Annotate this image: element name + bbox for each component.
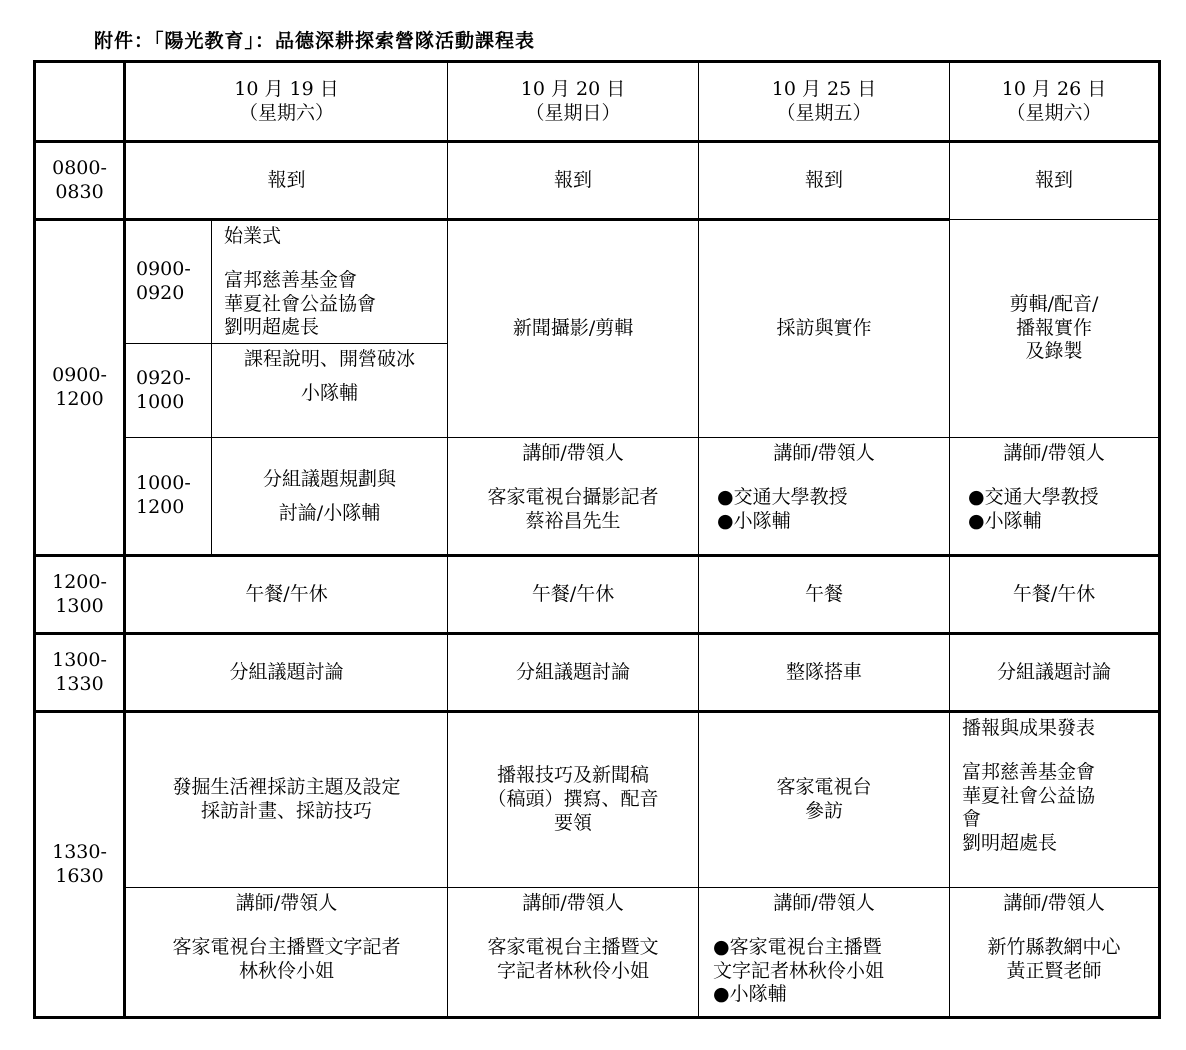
lunch-day-1: 午餐/午休 xyxy=(125,556,448,634)
intro-cell xyxy=(212,344,448,438)
sub-time-cell xyxy=(125,220,212,344)
lead-line: 客家電視台主播暨文 xyxy=(487,935,659,958)
topic-line: 及錄製 xyxy=(1025,340,1083,363)
lead-label: 講師/帶領人 xyxy=(773,442,875,464)
lunch-row xyxy=(35,556,1160,634)
lunch-day-2: 午餐/午休 xyxy=(448,556,699,634)
afternoon-row-2 xyxy=(35,888,1160,1018)
time-start: 0900- xyxy=(52,363,107,386)
time-cell xyxy=(35,556,125,634)
time-end: 1300 xyxy=(55,594,104,617)
intro-lead: 小隊輔 xyxy=(301,381,359,404)
lead-label: 講師/帶領人 xyxy=(1003,892,1105,914)
sub-time-cell xyxy=(125,438,212,556)
afternoon-topic-day-2 xyxy=(448,712,699,888)
checkin-day-1: 報到 xyxy=(125,142,448,220)
topic-line: 客家電視台 xyxy=(776,776,872,799)
topic-line: 採訪計畫、採訪技巧 xyxy=(201,800,373,822)
opening-org: 華夏社會公益協會 xyxy=(224,292,377,315)
header-weekday: （星期日） xyxy=(525,101,621,124)
afternoon-topic-day-4 xyxy=(950,712,1160,888)
header-date: 10 月 26 日 xyxy=(1001,77,1107,100)
group-line: 討論/小隊輔 xyxy=(278,502,381,524)
lead-line: 黃正賢老師 xyxy=(1006,959,1102,982)
lead-line: 林秋伶小姐 xyxy=(239,959,335,982)
time-end: 1330 xyxy=(55,672,104,695)
sub-time-end: 1000 xyxy=(136,390,185,413)
early-pm-day-2: 分組議題討論 xyxy=(448,634,699,712)
sub-time-cell xyxy=(125,344,212,438)
time-cell xyxy=(35,712,125,1018)
afternoon-lead-day-2 xyxy=(448,888,699,1018)
time-cell xyxy=(35,220,125,556)
lead-line: 客家電視台攝影記者 xyxy=(487,485,659,508)
early-pm-day-3: 整隊搭車 xyxy=(699,634,950,712)
header-weekday: （星期五） xyxy=(776,101,872,124)
header-day-1 xyxy=(125,62,448,142)
time-start: 1330- xyxy=(52,840,107,863)
lead-line: ●小隊輔 xyxy=(713,983,787,1006)
topic-line: 播報實作 xyxy=(1016,316,1093,339)
early-afternoon-row xyxy=(35,634,1160,712)
lunch-day-3: 午餐 xyxy=(699,556,950,634)
org-line: 華夏社會公益協 xyxy=(962,784,1096,807)
early-pm-day-4: 分組議題討論 xyxy=(950,634,1160,712)
afternoon-lead-day-4 xyxy=(950,888,1160,1018)
opening-org: 富邦慈善基金會 xyxy=(224,268,358,291)
topic-line: 發掘生活裡採訪主題及設定 xyxy=(172,776,401,799)
lead-line: ●小隊輔 xyxy=(717,509,791,532)
afternoon-lead-day-1 xyxy=(125,888,448,1018)
checkin-day-4: 報到 xyxy=(950,142,1160,220)
topic-line: 播報與成果發表 xyxy=(962,717,1096,739)
morning-topic-day-3: 採訪與實作 xyxy=(699,220,950,438)
lead-line: ●交通大學教授 xyxy=(717,485,848,508)
time-cell xyxy=(35,142,125,220)
morning-row-1 xyxy=(35,220,1160,344)
header-day-4 xyxy=(950,62,1160,142)
lead-line: 蔡裕昌先生 xyxy=(525,509,621,532)
schedule-table xyxy=(33,60,1161,1019)
lunch-day-4: 午餐/午休 xyxy=(950,556,1160,634)
checkin-day-3: 報到 xyxy=(699,142,950,220)
group-line: 分組議題規劃與 xyxy=(263,467,397,490)
header-day-2 xyxy=(448,62,699,142)
header-day-3 xyxy=(699,62,950,142)
lead-line: ●小隊輔 xyxy=(968,509,1042,532)
document-title: 附件：「陽光教育」：品德深耕探索營隊活動課程表 xyxy=(94,30,536,52)
lead-label: 講師/帶領人 xyxy=(235,892,338,914)
time-start: 0800- xyxy=(52,156,107,179)
topic-line: （稿頭）撰寫、配音 xyxy=(487,788,659,811)
topic-line: 播報技巧及新聞稿 xyxy=(497,764,650,787)
sub-time-start: 0920- xyxy=(136,366,191,389)
group-discussion-cell xyxy=(212,438,448,556)
header-date: 10 月 19 日 xyxy=(234,77,339,100)
header-row xyxy=(35,62,1160,142)
lead-line: 客家電視台主播暨文字記者 xyxy=(172,935,401,958)
opening-person: 劉明超處長 xyxy=(224,316,320,339)
afternoon-row-1 xyxy=(35,712,1160,888)
header-date: 10 月 20 日 xyxy=(520,77,626,100)
lead-line: 字記者林秋伶小姐 xyxy=(497,959,650,982)
lead-line: ●交通大學教授 xyxy=(968,485,1099,508)
header-date: 10 月 25 日 xyxy=(771,77,877,100)
lead-label: 講師/帶領人 xyxy=(1003,442,1105,464)
topic-line: 剪輯/配音/ xyxy=(1009,292,1099,315)
morning-topic-day-2: 新聞攝影/剪輯 xyxy=(448,220,699,438)
sub-time-start: 1000- xyxy=(136,472,191,495)
time-start: 1200- xyxy=(52,570,107,593)
topic-line: 參訪 xyxy=(805,800,844,822)
sub-time-end: 1200 xyxy=(136,496,185,518)
morning-topic-day-4 xyxy=(950,220,1160,438)
lead-day-2 xyxy=(448,438,699,556)
afternoon-topic-day-3 xyxy=(699,712,950,888)
early-pm-day-1: 分組議題討論 xyxy=(125,634,448,712)
header-weekday: （星期六） xyxy=(1006,101,1102,124)
lead-line: 新竹縣教網中心 xyxy=(987,935,1121,958)
lead-label: 講師/帶領人 xyxy=(773,892,875,914)
time-end: 1630 xyxy=(55,864,104,887)
lead-label: 講師/帶領人 xyxy=(522,892,624,914)
org-line: 會 xyxy=(962,808,982,831)
corner-cell xyxy=(35,62,125,142)
topic-line: 要領 xyxy=(554,811,593,834)
sub-time-start: 0900- xyxy=(136,258,191,281)
time-start: 1300- xyxy=(52,648,107,671)
afternoon-topic-day-1 xyxy=(125,712,448,888)
time-end: 1200 xyxy=(55,387,104,410)
afternoon-lead-day-3 xyxy=(699,888,950,1018)
morning-row-3 xyxy=(35,438,1160,556)
lead-day-4 xyxy=(950,438,1160,556)
opening-ceremony-cell xyxy=(212,220,448,344)
time-end: 0830 xyxy=(55,180,104,203)
lead-line: 文字記者林秋伶小姐 xyxy=(713,959,885,982)
time-cell xyxy=(35,634,125,712)
intro-title: 課程說明、開營破冰 xyxy=(244,348,416,370)
checkin-row xyxy=(35,142,1160,220)
checkin-day-2: 報到 xyxy=(448,142,699,220)
org-line: 劉明超處長 xyxy=(962,832,1058,854)
lead-line: ●客家電視台主播暨 xyxy=(713,935,882,958)
header-weekday: （星期六） xyxy=(239,101,335,124)
sub-time-end: 0920 xyxy=(136,282,185,304)
opening-title: 始業式 xyxy=(224,225,282,247)
lead-day-3 xyxy=(699,438,950,556)
lead-label: 講師/帶領人 xyxy=(522,442,624,464)
org-line: 富邦慈善基金會 xyxy=(962,760,1096,783)
